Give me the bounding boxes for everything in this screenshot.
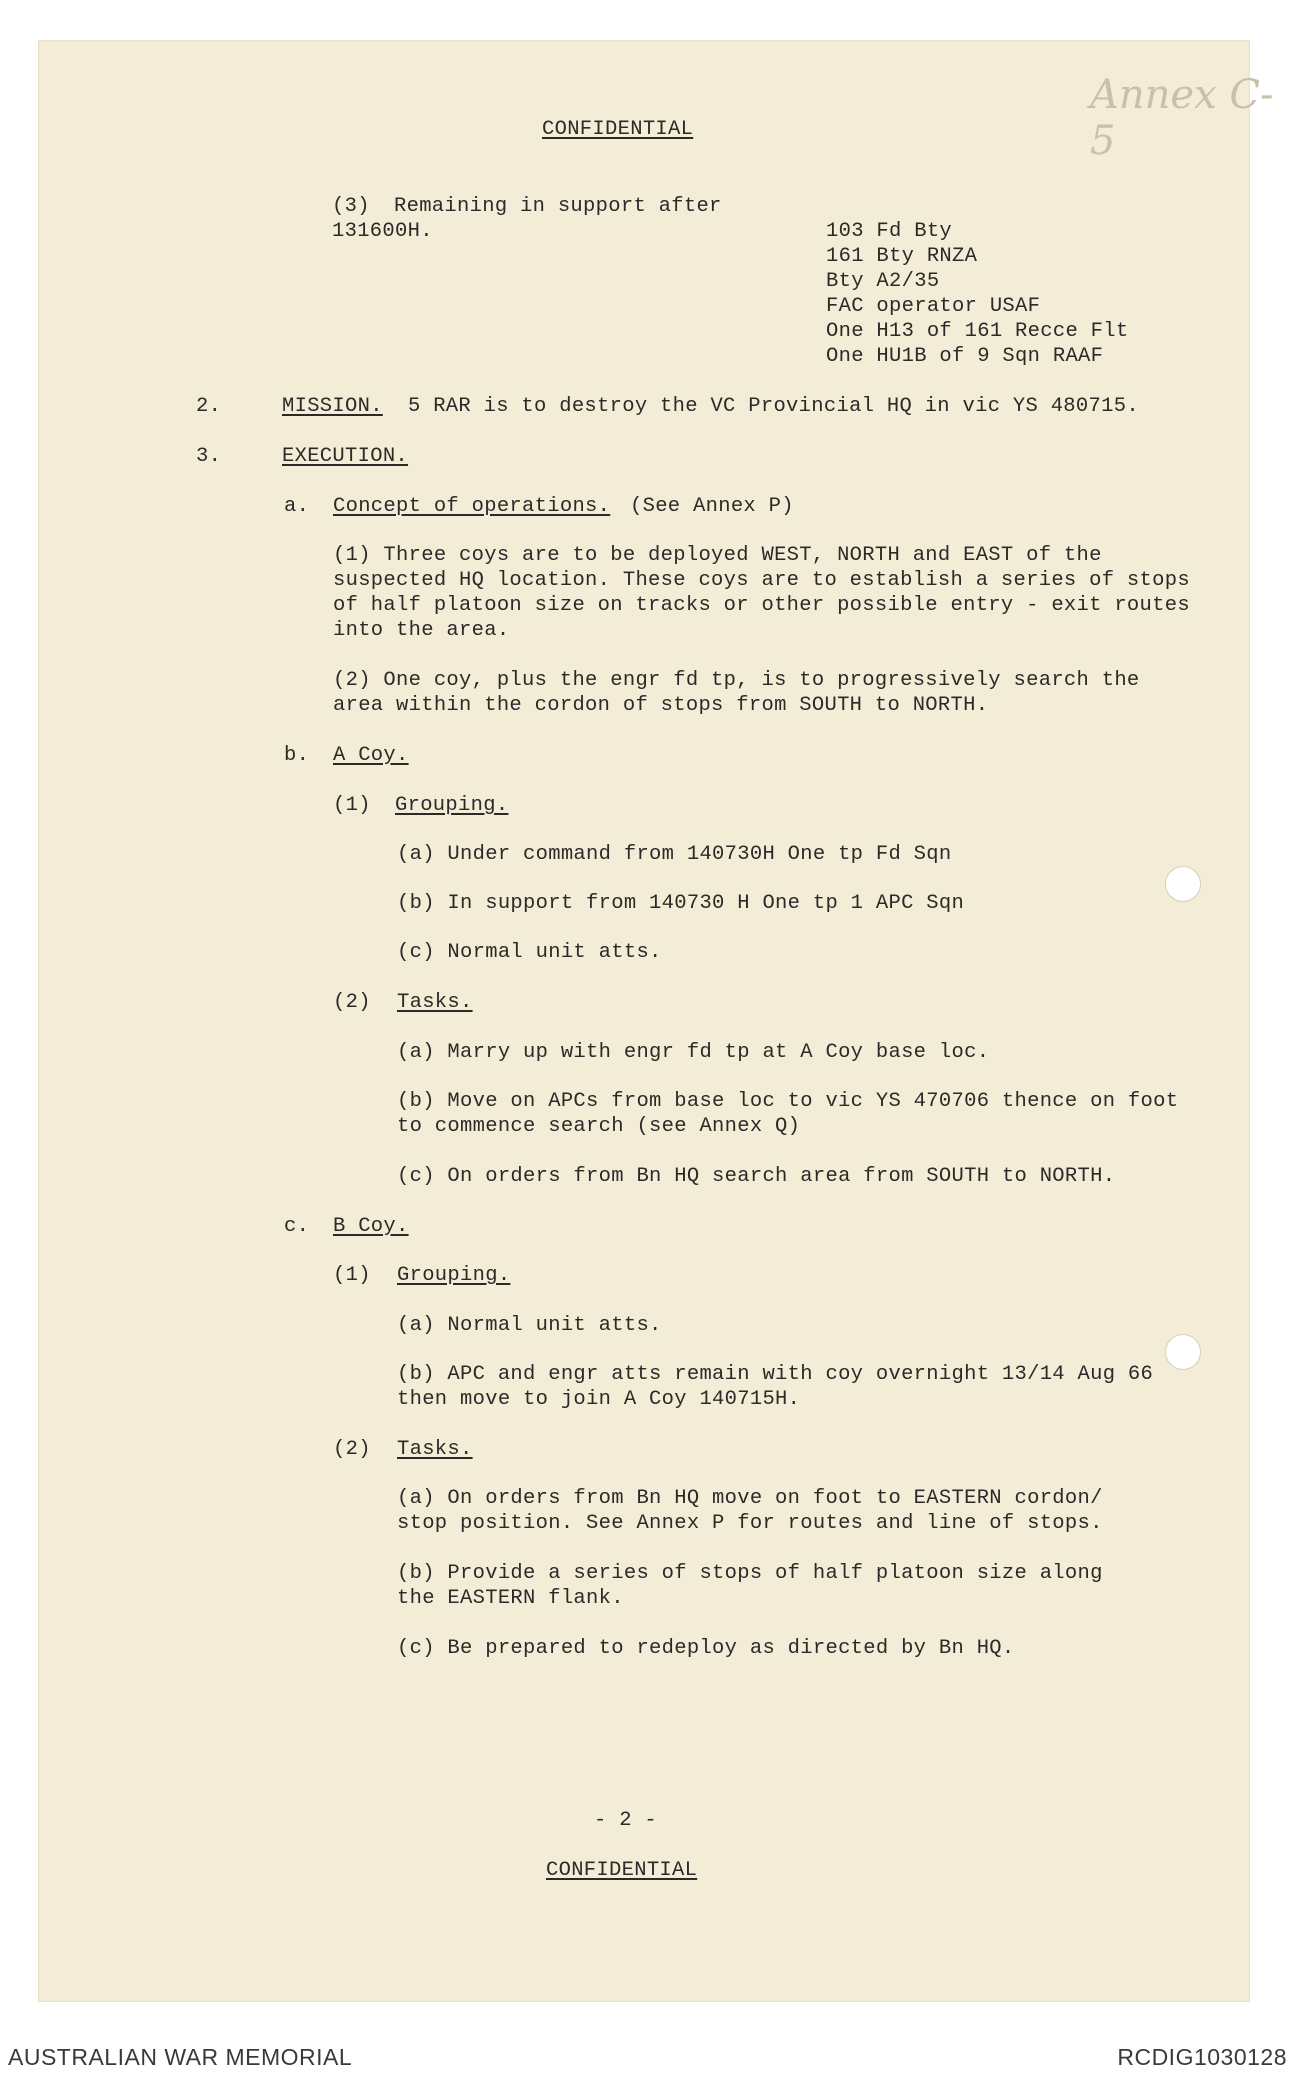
task-item: stop position. See Annex P for routes and line of stops. — [397, 1512, 1103, 1535]
support-unit: FAC operator USAF — [826, 295, 1041, 318]
task-item: (c) Be prepared to redeploy as directed by Bn HQ. — [397, 1637, 1015, 1660]
archive-institution: AUSTRALIAN WAR MEMORIAL — [8, 2044, 353, 2070]
concept-text: (2) One coy, plus the engr fd tp, is to progressively search the — [333, 669, 1140, 692]
a-coy-heading: A Coy. — [333, 744, 409, 767]
b-coy-heading: B Coy. — [333, 1215, 409, 1238]
concept-text: of half platoon size on tracks or other possible entry - exit routes — [333, 594, 1190, 617]
task-item: (a) On orders from Bn HQ move on foot to EASTERN cordon/ — [397, 1487, 1103, 1510]
task-item: (b) Provide a series of stops of half platoon size along — [397, 1562, 1103, 1585]
support-unit: 161 Bty RNZA — [826, 245, 978, 268]
concept-text: (1) Three coys are to be deployed WEST, NORTH and EAST of the — [333, 544, 1102, 567]
page-number: - 2 - — [594, 1809, 658, 1832]
concept-text: area within the cordon of stops from SOUTH to NORTH. — [333, 694, 989, 717]
grouping-item: (b) APC and engr atts remain with coy overnight 13/14 Aug 66 — [397, 1363, 1154, 1386]
support-unit: One HU1B of 9 Sqn RAAF — [826, 345, 1104, 368]
task-item: (c) On orders from Bn HQ search area from SOUTH to NORTH. — [397, 1165, 1116, 1188]
punch-hole — [1165, 1334, 1201, 1370]
grouping-item: (c) Normal unit atts. — [397, 941, 662, 964]
support-label: (3) — [332, 195, 370, 218]
para-number: (1) — [333, 1264, 371, 1287]
mission-text: 5 RAR is to destroy the VC Provincial HQ in vic YS 480715. — [408, 395, 1139, 418]
punch-hole — [1165, 866, 1201, 902]
support-text: Remaining in support after — [394, 195, 722, 218]
sub-letter: a. — [284, 495, 310, 518]
sub-letter: c. — [284, 1215, 310, 1238]
concept-text: into the area. — [333, 619, 510, 642]
concept-note: (See Annex P) — [630, 495, 794, 518]
task-item: to commence search (see Annex Q) — [397, 1115, 801, 1138]
grouping-heading: Grouping. — [395, 794, 509, 817]
execution-heading: EXECUTION. — [282, 445, 409, 468]
grouping-item: then move to join A Coy 140715H. — [397, 1388, 801, 1411]
task-item: (a) Marry up with engr fd tp at A Coy base loc. — [397, 1041, 990, 1064]
para-number: (1) — [333, 794, 371, 817]
section-number: 3. — [196, 445, 222, 468]
grouping-heading: Grouping. — [397, 1264, 511, 1287]
concept-text: suspected HQ location. These coys are to establish a series of stops — [333, 569, 1190, 592]
task-item: (b) Move on APCs from base loc to vic YS 470706 thence on foot — [397, 1090, 1179, 1113]
mission-heading: MISSION. — [282, 395, 383, 418]
concept-heading: Concept of operations. — [333, 495, 611, 518]
sub-letter: b. — [284, 744, 310, 767]
support-unit: Bty A2/35 — [826, 270, 940, 293]
support-time: 131600H. — [332, 220, 433, 243]
header-classification: CONFIDENTIAL — [542, 118, 694, 141]
grouping-item: (a) Under command from 140730H One tp Fd Sqn — [397, 843, 952, 866]
para-number: (2) — [333, 1438, 371, 1461]
grouping-item: (a) Normal unit atts. — [397, 1314, 662, 1337]
support-unit: One H13 of 161 Recce Flt — [826, 320, 1129, 343]
para-number: (2) — [333, 991, 371, 1014]
archive-catalogue-id: RCDIG1030128 — [1117, 2044, 1287, 2070]
pencil-annotation: Annex C-5 — [1090, 72, 1274, 164]
task-item: the EASTERN flank. — [397, 1587, 624, 1610]
tasks-heading: Tasks. — [397, 1438, 473, 1461]
section-number: 2. — [196, 395, 222, 418]
support-unit: 103 Fd Bty — [826, 220, 953, 243]
footer-classification: CONFIDENTIAL — [546, 1859, 698, 1882]
grouping-item: (b) In support from 140730 H One tp 1 APC Sqn — [397, 892, 965, 915]
tasks-heading: Tasks. — [397, 991, 473, 1014]
